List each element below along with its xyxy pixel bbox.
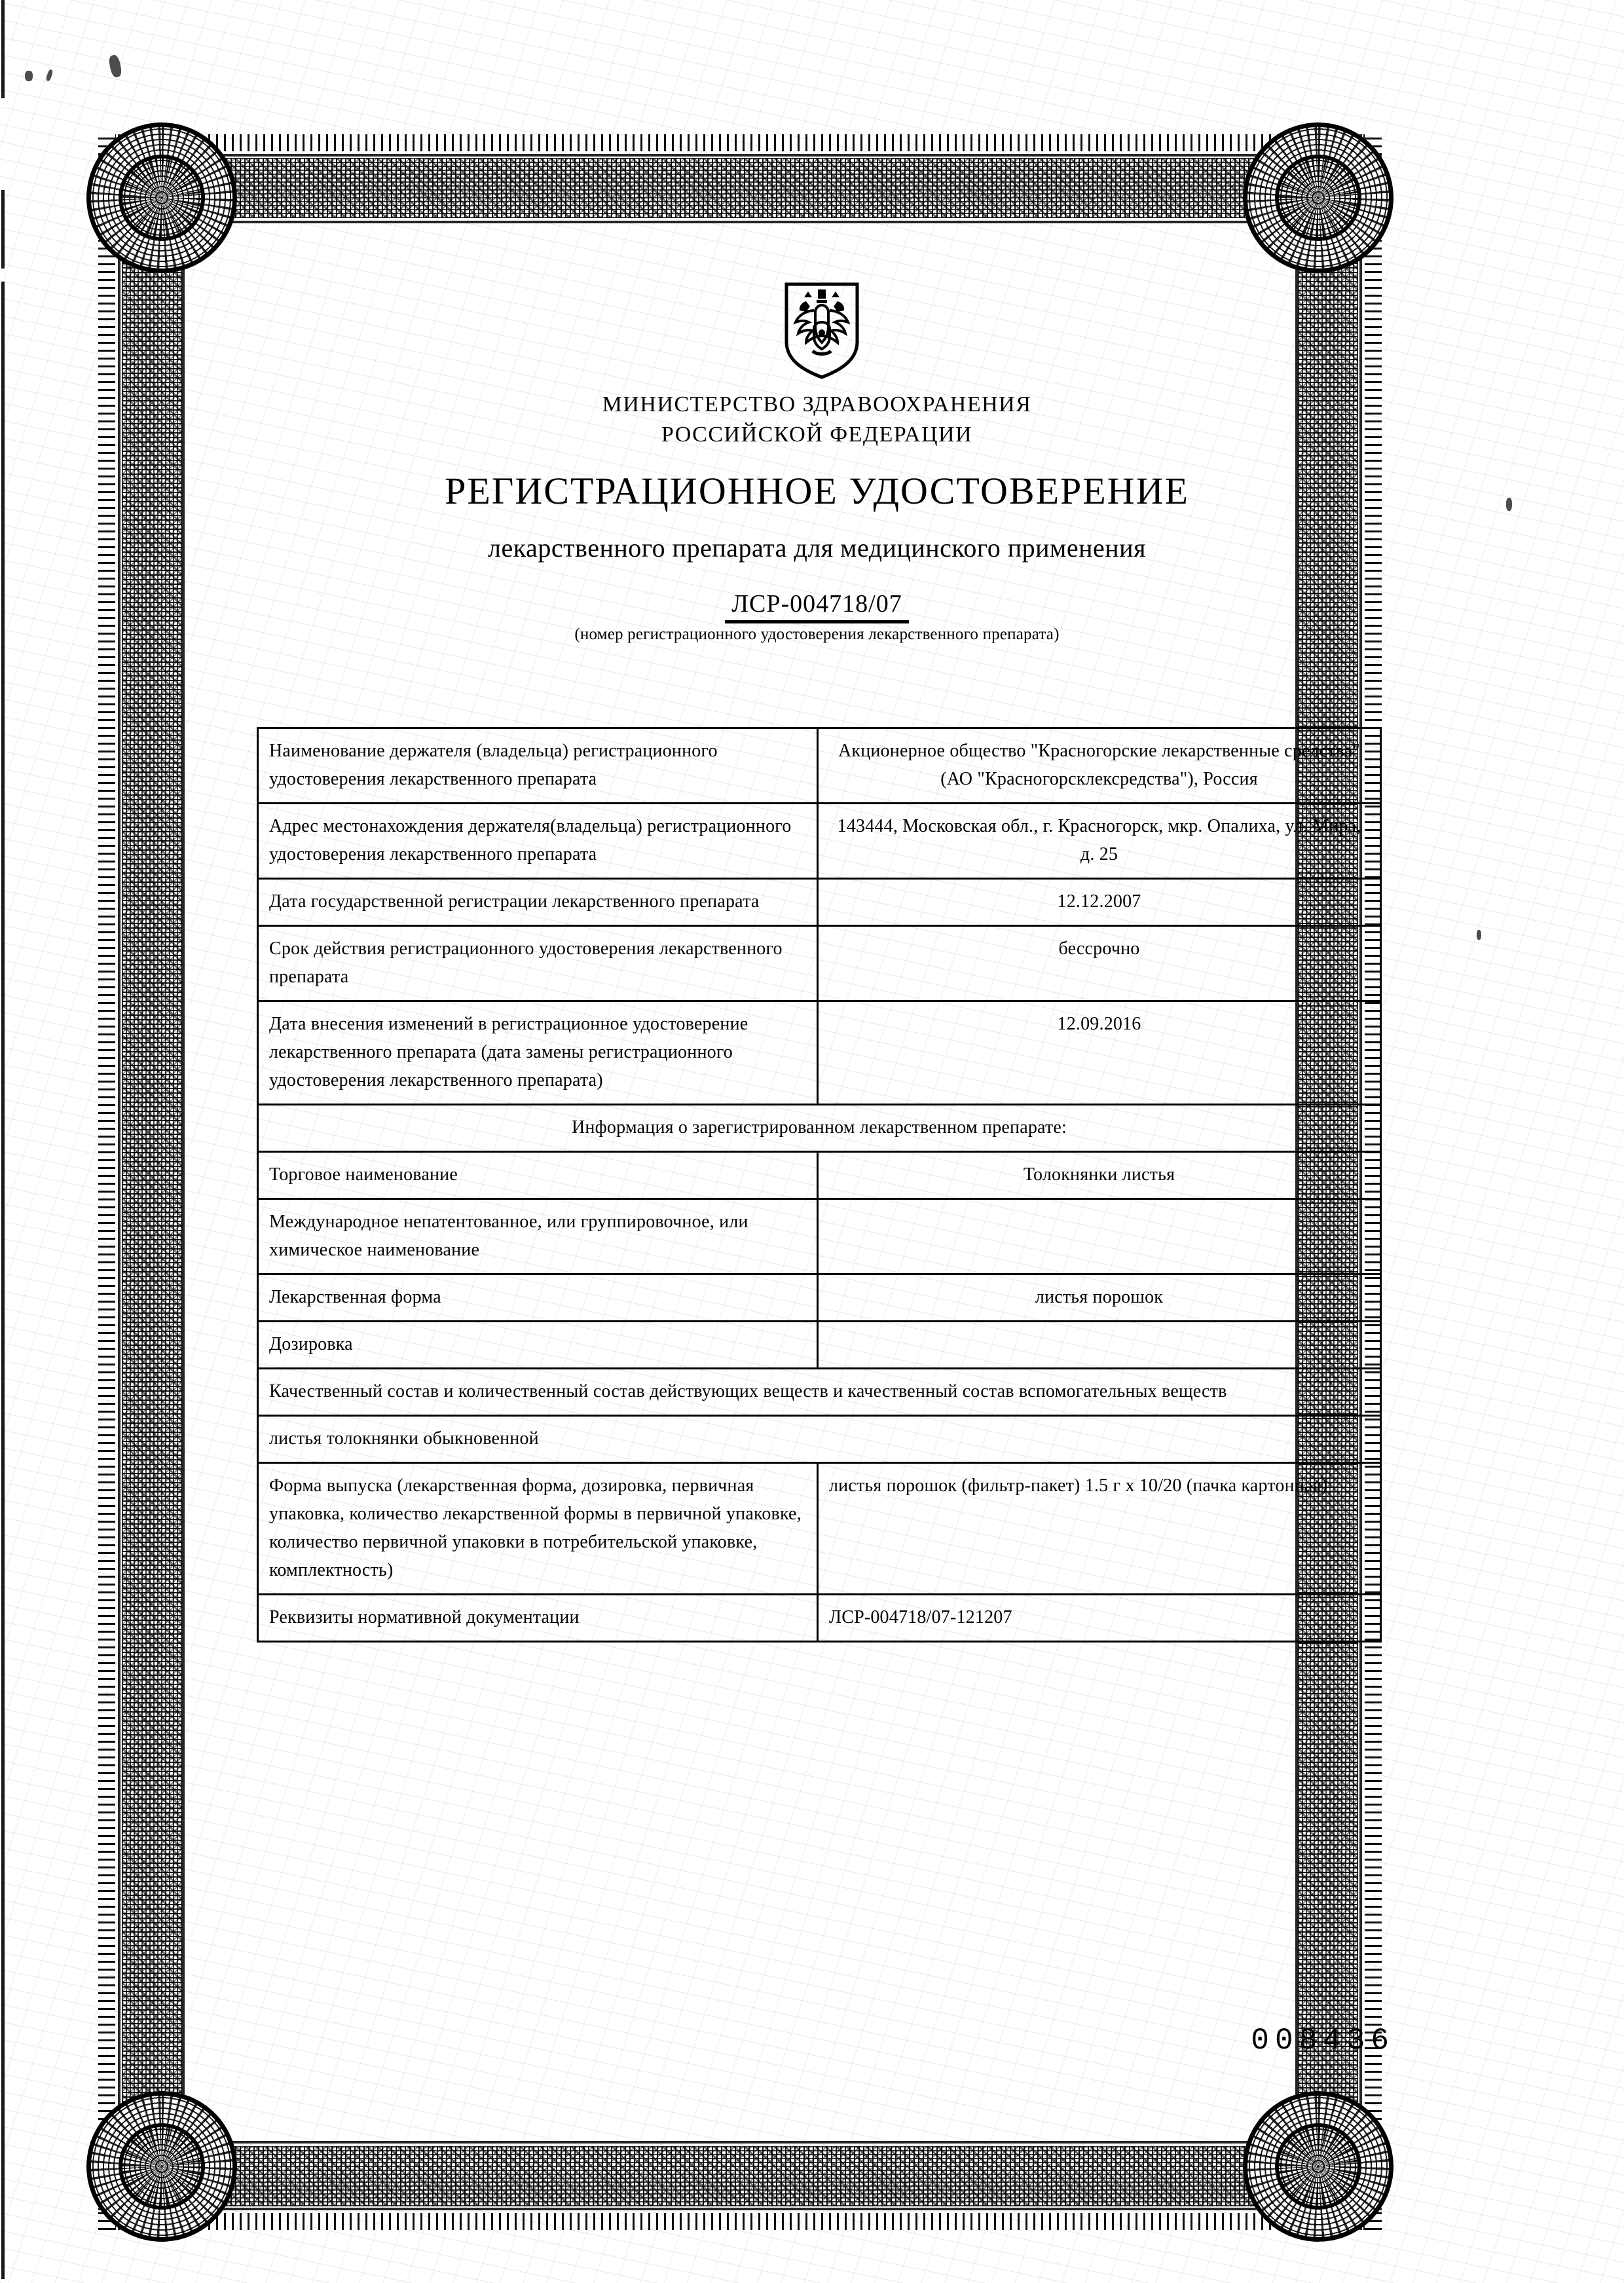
page-title: РЕГИСТРАЦИОННОЕ УДОСТОВЕРЕНИЕ [445,470,1189,512]
scan-speckle [1506,498,1512,511]
row-label-holder-name: Наименование держателя (владельца) регистрационного удостоверения лекарственного препарата [258,728,818,804]
row-value-package-form: листья порошок (фильтр-пакет) 1.5 г х 10/20 (пачка картонная) [818,1463,1381,1595]
row-label-trade-name: Торговое наименование [258,1152,818,1199]
table-section-row [258,1416,1381,1463]
scan-speckle [25,71,33,81]
row-value-holder-address: 143444, Московская обл., г. Красногорск, мкр. Опалиха, ул. Мира, д. 25 [818,804,1381,879]
section-header-composition: Качественный состав и количественный состав действующих веществ и качественный состав вспомогательных веществ [258,1369,1381,1416]
section-value-composition: листья толокнянки обыкновенной [258,1416,1381,1463]
table-row [258,1199,1381,1274]
certificate-serial-number: 008436 [1251,2024,1395,2058]
table-row [258,1322,1381,1369]
document-title-block [216,468,1418,514]
scan-edge-artifact [1,0,5,98]
row-value-registration-date: 12.12.2007 [818,879,1381,926]
row-value-dosage [818,1322,1381,1369]
border-hairline-top [98,154,1382,157]
border-guilloche-left [122,157,182,2208]
document-subtitle: лекарственного препарата для медицинского применения [488,533,1146,563]
row-label-dosage-form: Лекарственная форма [258,1274,818,1322]
border-comb-top [98,134,1382,151]
border-comb-left [98,134,115,2230]
scan-speckle [108,54,123,79]
border-guilloche-bottom [120,2146,1359,2206]
registration-table-body [258,728,1381,1642]
row-value-amendment-date: 12.09.2016 [818,1001,1381,1105]
registration-number: ЛСР-004718/07 [725,589,908,623]
row-label-normative-docs: Реквизиты нормативной документации [258,1595,818,1642]
row-value-holder-name: Акционерное общество "Красногорские лекарственные средства" (АО "Красногорсклексредства"), Россия [818,728,1381,804]
table-row [258,1274,1381,1322]
table-section-row [258,1369,1381,1416]
ministry-line-2: РОССИЙСКОЙ ФЕДЕРАЦИИ [661,422,973,447]
border-inner-frame-left [182,221,185,2144]
border-inner-frame-bottom [182,2141,1298,2144]
table-row [258,1595,1381,1642]
row-label-dosage: Дозировка [258,1322,818,1369]
ministry-line-1: МИНИСТЕРСТВО ЗДРАВООХРАНЕНИЯ [602,392,1032,417]
certificate-content [216,242,1418,2128]
registration-details-table [257,727,1382,1643]
row-value-validity-term: бессрочно [818,926,1381,1001]
table-row [258,926,1381,1001]
scan-speckle [45,69,53,81]
row-value-inn-name [818,1199,1381,1274]
table-row [258,804,1381,879]
border-inner-frame-top [182,221,1298,223]
table-row [258,728,1381,804]
coat-of-arms-emblem [766,282,877,380]
corner-rosette-top-left [86,122,237,273]
scan-edge-artifact [1,190,5,269]
corner-rosette-bottom-left [86,2091,237,2242]
row-label-validity-term: Срок действия регистрационного удостоверения лекарственного препарата [258,926,818,1001]
row-value-dosage-form: листья порошок [818,1274,1381,1322]
table-row [258,1152,1381,1199]
row-label-holder-address: Адрес местонахождения держателя(владельца) регистрационного удостоверения лекарственного препарата [258,804,818,879]
section-header-product-info: Информация о зарегистрированном лекарственном препарате: [258,1105,1381,1152]
scan-speckle [1477,930,1481,940]
row-label-package-form: Форма выпуска (лекарственная форма, дозировка, первичная упаковка, количество лекарственной формы в первичной упаковке, количество первичной упаковки в потребительской упаковке, комплектность) [258,1463,818,1595]
registration-number-block [216,589,1418,646]
row-label-amendment-date: Дата внесения изменений в регистрационное удостоверение лекарственного препарата (дата замены регистрационного удостоверения лекарственного препарата) [258,1001,818,1105]
table-row [258,879,1381,926]
border-comb-bottom [98,2213,1382,2230]
row-value-trade-name: Толокнянки листья [818,1152,1381,1199]
row-label-inn-name: Международное непатентованное, или группировочное, или химическое наименование [258,1199,818,1274]
row-label-registration-date: Дата государственной регистрации лекарственного препарата [258,879,818,926]
registration-number-caption: (номер регистрационного удостоверения лекарственного препарата) [574,625,1060,643]
border-hairline-bottom [98,2208,1382,2210]
border-guilloche-top [120,158,1359,218]
ministry-heading [216,390,1418,450]
table-row [258,1463,1381,1595]
table-row [258,1001,1381,1105]
border-hairline-left [118,134,120,2230]
scan-edge-artifact [1,282,5,2279]
row-value-normative-docs: ЛСР-004718/07-121207 [818,1595,1381,1642]
table-section-row [258,1105,1381,1152]
document-subtitle-block [216,530,1418,566]
